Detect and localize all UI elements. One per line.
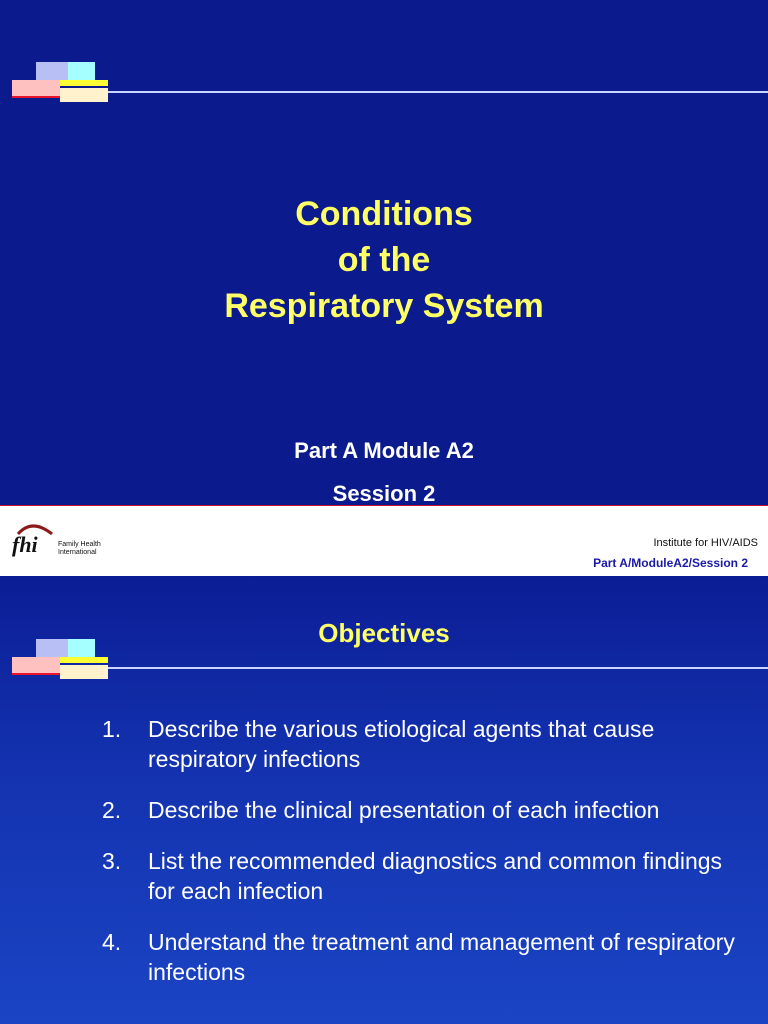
slide-title-line-1: Conditions bbox=[295, 195, 473, 233]
slide-title-line-2: of the bbox=[337, 241, 431, 279]
slide-title-line-3: Respiratory System bbox=[224, 287, 544, 325]
header-rule bbox=[108, 667, 768, 669]
objectives-list bbox=[102, 714, 742, 1008]
objectives-slide bbox=[0, 576, 768, 1024]
objectives-title: Objectives bbox=[318, 618, 450, 648]
list-item: 2. Describe the clinical presentation of each infection bbox=[102, 797, 660, 823]
objective-text: Describe the clinical presentation of each infection bbox=[148, 797, 660, 823]
logo-mark: fhi bbox=[12, 532, 38, 557]
logo-name: Family Health International bbox=[58, 541, 101, 556]
session-label: Session 2 bbox=[332, 481, 436, 505]
objective-text: Understand the treatment and management of respiratory infections bbox=[148, 929, 735, 985]
title-slide bbox=[0, 0, 768, 505]
module-code: Part A/ModuleA2/Session 2 bbox=[593, 556, 748, 570]
list-item: 1. Describe the various etiological agents that cause respiratory infections bbox=[102, 716, 655, 772]
slide-footer bbox=[0, 505, 768, 576]
institute-label: Institute for HIV/AIDS bbox=[653, 537, 758, 549]
objective-text: List the recommended diagnostics and common findings for each infection bbox=[148, 848, 723, 904]
objective-text: Describe the various etiological agents that cause respiratory infections bbox=[148, 716, 655, 772]
list-item: 4. Understand the treatment and management of respiratory infections bbox=[102, 929, 735, 985]
list-item: 3. List the recommended diagnostics and common findings for each infection bbox=[102, 848, 723, 904]
module-subtitle: Part A Module A2 bbox=[294, 438, 474, 463]
header-rule bbox=[108, 91, 768, 93]
